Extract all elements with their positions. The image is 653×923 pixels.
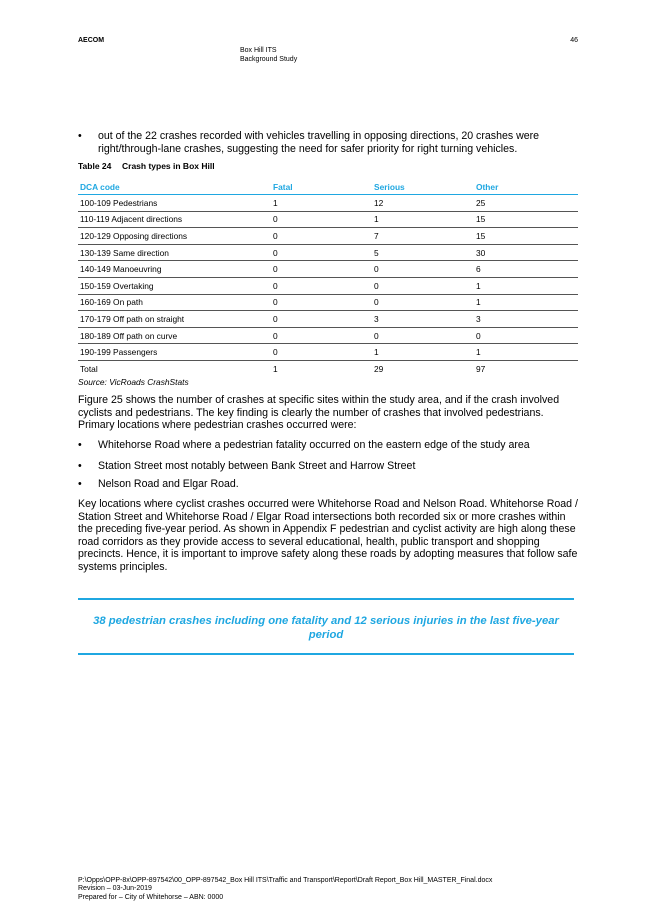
table-row — [78, 261, 578, 278]
table-row — [78, 311, 578, 328]
list-item — [78, 439, 578, 452]
table-caption-label: Table 24 — [78, 161, 112, 171]
table-cell: 110-119 Adjacent directions — [78, 211, 271, 228]
body-paragraph: Key locations where cyclist crashes occurred were Whitehorse Road and Nelson Road. Whitehorse Road / Station Street and Whitehorse Road / Elgar Road intersections both recorded six or more crashes within the preceding five-year period. As shown in Appendix F pedestrian and cyclist activity are high along these road corridors as they provide access to several educational, health, public transport and shopping precincts. Hence, it is important to improve safety along these roads by adopting measures that follow safe systems principles. — [78, 498, 578, 573]
table-cell: 0 — [372, 327, 474, 344]
table-source-note: Source: VicRoads CrashStats — [78, 377, 189, 387]
list-item-text: Whitehorse Road where a pedestrian fatality occurred on the eastern edge of the study area — [98, 439, 530, 451]
table-cell: 29 — [374, 363, 384, 374]
body-paragraph: Figure 25 shows the number of crashes at specific sites within the study area, and if the crash involved cyclists and pedestrians. The key finding is clearly the number of crashes that involved pedestrians. Primary locations where pedestrian crashes occurred were: — [78, 394, 560, 432]
table-caption-title: Crash types in Box Hill — [122, 161, 215, 171]
table-cell: 0 — [372, 261, 474, 278]
bullet-icon: • — [78, 439, 82, 451]
column-header: Serious — [372, 180, 474, 195]
bullet-icon: • — [78, 460, 82, 472]
table-row — [78, 277, 578, 294]
callout-box — [78, 598, 574, 655]
footer — [78, 877, 492, 902]
table-cell: 0 — [271, 211, 372, 228]
table-cell: 160-169 On path — [78, 294, 271, 311]
footer-revision: Revision – 03-Jun-2019 — [78, 885, 152, 893]
list-item — [78, 478, 578, 491]
table-cell: 15 — [474, 211, 578, 228]
table-cell: 5 — [372, 244, 474, 261]
table-row — [78, 344, 578, 361]
table-header-row — [78, 180, 578, 195]
table-cell: 120-129 Opposing directions — [78, 228, 271, 245]
table-cell: 6 — [474, 261, 578, 278]
column-header: DCA code — [78, 180, 271, 195]
document-title-line-2: Background Study — [240, 56, 298, 63]
column-header: Other — [474, 180, 578, 195]
table-cell: 130-139 Same direction — [78, 244, 271, 261]
bullet-icon: • — [78, 478, 82, 490]
list-item — [78, 460, 578, 473]
table-cell: 0 — [271, 261, 372, 278]
table-cell: 1 — [372, 344, 474, 361]
crash-types-table — [78, 180, 578, 377]
table-row — [78, 294, 578, 311]
table-cell: 97 — [476, 363, 486, 374]
table-cell: 190-199 Passengers — [78, 344, 271, 361]
table-cell: 1 — [474, 294, 578, 311]
table-cell: 3 — [474, 311, 578, 328]
column-header: Fatal — [271, 180, 372, 195]
table-cell: 1 — [372, 211, 474, 228]
table-row — [78, 228, 578, 245]
table-row — [78, 211, 578, 228]
footer-prepared-for: Prepared for – City of Whitehorse – ABN: 0000 — [78, 893, 224, 901]
table-cell: 0 — [372, 277, 474, 294]
table-cell: 0 — [271, 228, 372, 245]
table-cell: 0 — [271, 277, 372, 294]
intro-bullet-text: out of the 22 crashes recorded with vehicles travelling in opposing directions, 20 crashes were right/through-lane crashes, suggesting the need for safer priority for right turning vehicles. — [98, 130, 540, 155]
table-cell: 150-159 Overtaking — [78, 277, 271, 294]
table-cell: 3 — [372, 311, 474, 328]
callout-text: 38 pedestrian crashes including one fatality and 12 serious injuries in the last five-year period — [93, 615, 559, 641]
table-cell: 12 — [372, 195, 474, 212]
footer-file-path: P:\Opps\OPP-8x\OPP-897542\00_OPP-897542_Box Hill ITS\Traffic and Transport\Report\Draft Report_Box Hill_MASTER_Final.docx — [78, 877, 493, 884]
table-row — [78, 327, 578, 344]
table-cell: 15 — [474, 228, 578, 245]
table-caption — [78, 161, 215, 171]
table-row — [78, 244, 578, 261]
page-number: 46 — [570, 37, 578, 44]
table-cell: 0 — [474, 327, 578, 344]
company-name: AECOM — [78, 37, 105, 44]
table-cell: 0 — [271, 327, 372, 344]
table-cell: 1 — [273, 363, 278, 374]
table-cell: 0 — [271, 344, 372, 361]
list-item-text: Nelson Road and Elgar Road. — [98, 478, 239, 490]
table-cell: 1 — [474, 277, 578, 294]
table-cell: 0 — [271, 294, 372, 311]
table-total-row — [78, 360, 578, 376]
list-item-text: Station Street most notably between Bank Street and Harrow Street — [98, 460, 416, 472]
table-cell: 180-189 Off path on curve — [78, 327, 271, 344]
document-title-line-1: Box Hill ITS — [240, 47, 277, 54]
table-cell: 25 — [474, 195, 578, 212]
table-cell: 1 — [271, 195, 372, 212]
table-cell: 0 — [372, 294, 474, 311]
table-cell: 170-179 Off path on straight — [78, 311, 271, 328]
table-row — [78, 195, 578, 212]
intro-bullet — [78, 130, 578, 155]
table-cell: 1 — [474, 344, 578, 361]
table-cell: 0 — [271, 244, 372, 261]
table-cell: 7 — [372, 228, 474, 245]
table-cell: 0 — [271, 311, 372, 328]
bullet-icon: • — [78, 130, 82, 142]
table-cell: Total — [80, 363, 98, 374]
table-cell: 140-149 Manoeuvring — [78, 261, 271, 278]
document-title — [240, 46, 400, 64]
table-cell: 30 — [474, 244, 578, 261]
table-cell: 100-109 Pedestrians — [78, 195, 271, 212]
